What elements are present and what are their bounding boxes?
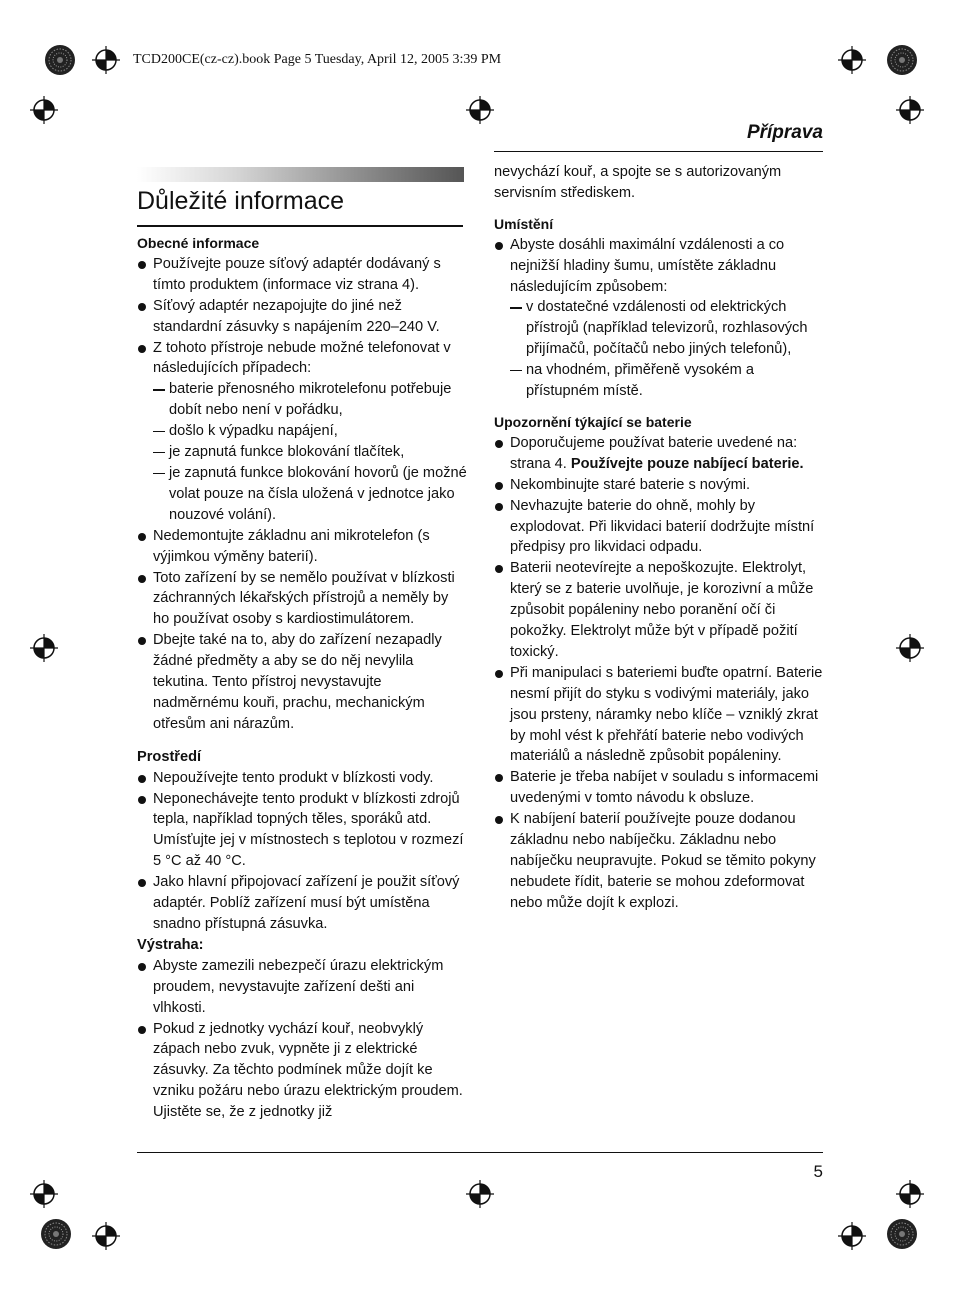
bullet-item: K nabíjení baterií používejte pouze dodanou základnu nebo nabíječku. Základnu nebo nabíječku neupravujte. Pokud se těmito pokyny nebudete řídit, baterie se mohou zdeformovat nebo může dojít k explozi. [494, 809, 829, 914]
battery-note-text: Doporučujeme používat baterie uvedené na: strana 4. [510, 434, 798, 472]
battery-emphasis: Používejte pouze nabíjecí baterie. [570, 455, 804, 472]
registration-mark-icon [92, 46, 120, 74]
dash-item: je zapnutá funkce blokování tlačítek, [137, 442, 467, 463]
bullet-item: Z tohoto přístroje nebude možné telefonovat v následujících případech: [137, 338, 467, 380]
registration-mark-icon [466, 1180, 494, 1208]
registration-mark-icon [92, 1222, 120, 1250]
section-label: Příprava [746, 122, 823, 143]
bullet-item: Nedemontujte základnu ani mikrotelefon (s výjimkou výměny baterií). [137, 526, 467, 568]
page-title: Důležité informace [137, 187, 345, 215]
footer-rule [137, 1152, 823, 1153]
registration-disk-icon [40, 1218, 72, 1250]
bullet-item: Dbejte také na to, aby do zařízení nezapadly žádné předměty a aby se do něj nevylila tekutina. Tento přístroj nevystavujte nadměrnému kouři, prachu, mechanickým otřesům ani nárazům. [137, 630, 467, 735]
warning-heading: Výstraha: [137, 936, 204, 953]
registration-disk-icon [44, 44, 76, 76]
left-column [137, 233, 467, 1123]
continuation-text: nevychází kouř, a spojte se s autorizovaným servisním střediskem. [494, 164, 782, 201]
registration-disk-icon [886, 44, 918, 76]
right-column [494, 162, 829, 914]
bullet-item: Nekombinujte staré baterie s novými. [494, 475, 829, 496]
environment-heading: Prostředí [137, 748, 202, 765]
title-rule [137, 225, 463, 227]
registration-mark-icon [838, 46, 866, 74]
bullet-item: Nepoužívejte tento produkt v blízkosti vody. [137, 768, 467, 789]
page-number: 5 [813, 1162, 823, 1181]
bullet-item: Používejte pouze síťový adaptér dodávaný s tímto produktem (informace viz strana 4). [137, 254, 467, 296]
bullet-item: Abyste zamezili nebezpečí úrazu elektrickým proudem, nevystavujte zařízení dešti ani vlhkosti. [137, 956, 467, 1019]
dash-item: v dostatečné vzdálenosti od elektrických přístrojů (například televizorů, rozhlasových přijímačů, počítačů nebo jiných telefonů), [494, 297, 829, 360]
registration-mark-icon [896, 96, 924, 124]
bullet-item: Toto zařízení by se nemělo používat v blízkosti záchranných lékařských přístrojů a neměly by ho používat osoby s kardiostimulátorem. [137, 568, 467, 631]
bullet-item [494, 433, 829, 475]
section-rule [494, 151, 823, 152]
dash-item: je zapnutá funkce blokování hovorů (je možné volat pouze na čísla uložená v jednotce jako nouzové volání). [137, 463, 467, 526]
registration-mark-icon [30, 96, 58, 124]
bullet-item: Neponechávejte tento produkt v blízkosti zdrojů tepla, například topných těles, sporáků atd. Umísťujte jej v místnostech s teplotou v rozmezí 5 °C až 40 °C. [137, 789, 467, 873]
dash-item: došlo k výpadku napájení, [137, 421, 467, 442]
bullet-item: Nevhazujte baterie do ohně, mohly by explodovat. Při likvidaci baterií dodržujte místní předpisy pro likvidaci odpadu. [494, 496, 829, 559]
bullet-item: Baterii neotevírejte a nepoškozujte. Elektrolyt, který se z baterie uvolňuje, je korozivní a může způsobit popáleniny nebo poranění očí či pokožky. Elektrolyt může být v případě požití toxický. [494, 558, 829, 663]
title-gradient-band [137, 167, 464, 182]
bullet-item: Jako hlavní připojovací zařízení je použit síťový adaptér. Poblíž zařízení musí být umístěna snadno přístupná zásuvka. [137, 872, 467, 935]
bullet-item: Síťový adaptér nezapojujte do jiné než standardní zásuvky s napájením 220–240 V. [137, 296, 467, 338]
bullet-item: Baterie je třeba nabíjet v souladu s informacemi uvedenými v tomto návodu k obsluze. [494, 767, 829, 809]
registration-disk-icon [886, 1218, 918, 1250]
registration-mark-icon [30, 634, 58, 662]
location-heading: Umístění [494, 215, 554, 232]
bullet-item: Při manipulaci s bateriemi buďte opatrní. Baterie nesmí přijít do styku s vodivými materiály, jako jsou prsteny, náramky nebo klíče – vzniklý zkrat by mohl vést k přehřátí baterie nebo vodivých materiálů a následně způsobit popáleniny. [494, 663, 829, 768]
registration-mark-icon [896, 1180, 924, 1208]
general-heading: Obecné informace [137, 235, 260, 251]
bullet-item: Pokud z jednotky vychází kouř, neobvyklý zápach nebo zvuk, vypněte ji z elektrické zásuvky. Za těchto podmínek může dojít ke vzniku požáru nebo úrazu elektrickým proudem. Ujistěte se, že z jednotky již [137, 1019, 467, 1124]
registration-mark-icon [896, 634, 924, 662]
registration-mark-icon [466, 96, 494, 124]
registration-mark-icon [30, 1180, 58, 1208]
book-header: TCD200CE(cz-cz).book Page 5 Tuesday, April 12, 2005 3:39 PM [133, 52, 502, 67]
dash-item: na vhodném, přiměřeně vysokém a přístupném místě. [494, 360, 829, 402]
dash-item: baterie přenosného mikrotelefonu potřebuje dobít nebo není v pořádku, [137, 379, 467, 421]
registration-mark-icon [838, 1222, 866, 1250]
bullet-item: Abyste dosáhli maximální vzdálenosti a co nejnižší hladiny šumu, umístěte základnu následujícím způsobem: [494, 235, 829, 298]
battery-heading: Upozornění týkající se baterie [494, 413, 692, 430]
